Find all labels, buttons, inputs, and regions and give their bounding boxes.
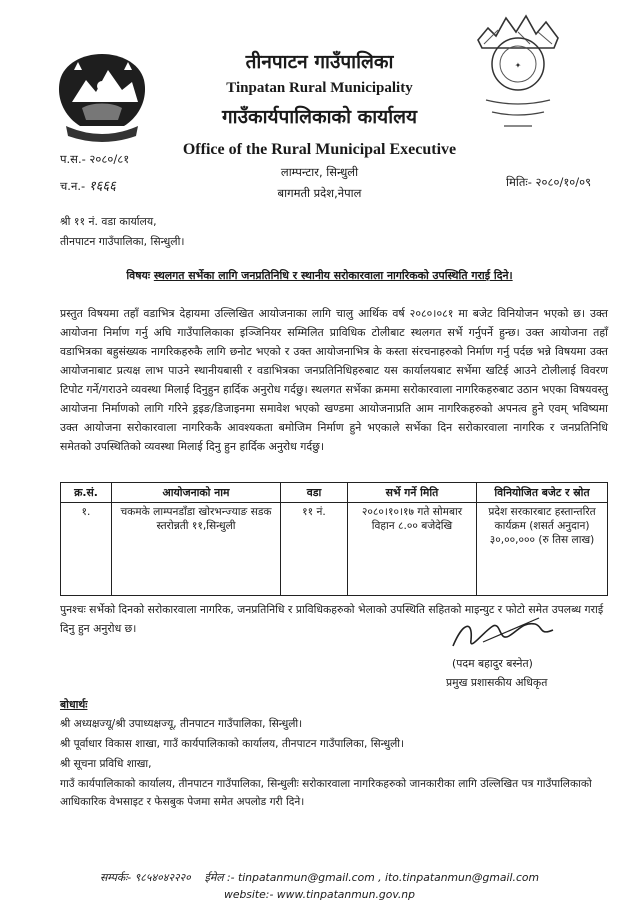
subject-label: विषयः — [126, 269, 151, 282]
cc-line-2: श्री पूर्वाधार विकास शाखा, गाउँ कार्यपालिकाको कार्यालय, तीनपाटन गाउँपालिका, सिन्धुली। — [60, 738, 405, 750]
table-row — [61, 503, 608, 596]
svg-text:✦: ✦ — [514, 61, 522, 70]
footer-email: tinpatanmun@gmail.com , ito.tinpatanmun@gmail.com — [238, 871, 540, 884]
cell-project-name: चकमके लाम्पनडाँडा खोरभन्ज्याङ सडक स्तरोन्नती ११,सिन्धुली — [112, 503, 281, 596]
patra-sankhya: प.स.- २०८०/८१ — [60, 152, 130, 166]
letter-date — [506, 175, 591, 190]
col-header-sn: क्र.सं. — [61, 483, 112, 503]
subject-line — [0, 268, 639, 283]
office-province: बागमती प्रदेश,नेपाल — [277, 186, 362, 200]
office-name-np: गाउँकार्यपालिकाको कार्यालय — [221, 106, 418, 128]
chalani-handwritten: १६६६ — [88, 179, 116, 194]
cc-line-1: श्री अध्यक्षज्यू/श्री उपाध्यक्षज्यू, तीनपाटन गाउँपालिका, सिन्धुली। — [60, 718, 303, 730]
footer-phone: ९८५४०४२२२० — [134, 871, 191, 884]
cc-heading: बोधार्थः — [60, 698, 88, 711]
subject-text: स्थलगत सर्भेका लागि जनप्रतिनिधि र स्थानीय सरोकारवाला नागरिकको उपस्थिति गराई दिने। — [153, 269, 513, 282]
cc-line-3: श्री सूचना प्रविधि शाखा, — [60, 758, 152, 770]
cell-ward: ११ नं. — [281, 503, 348, 596]
body-paragraph: प्रस्तुत विषयमा तहाँ वडाभित्र देहायमा उल्लिखित आयोजनाका लागि चालु आर्थिक वर्ष २०८०।०८१ मा बजेट विनियोजन भएको छ। उक्त आयोजना निर्माण गर्नु अघि गाउँपालिकाका इञ्जिनियर सम्मिलित प्राविधिक टोलीबाट स्थलगत सर्भे गर्नुपर्ने हुन्छ। उक्त आयोजना तहाँ वडाभित्रका बहुसंख्यक नागरिकहरुकै लागि छनोट भएको र उक्त आयोजनाभित्र के कस्ता संरचनाहरुको निर्माण गर्नु पर्दछ भन्ने विषयमा उक्त आयोजनाबाट प्रत्यक्ष लाभ पाउने स्थानीयबासी र वडाभित्रका जनप्रतिनिधिहरुबाट यस कार्यालयबाट सर्भेमा खटिई आउने टोलीलाई विवरण टिपोट गर्ने/गराउने व्यवस्था मिलाई दिनुहुन हार्दिक अनुरोध गर्दछु। स्थलगत सर्भेका क्रममा सरोकारवाला नागरिकहरुबाट उठान भएका विषयवस्तु आयोजना निर्माणको लागि गरिने ड्रइङ/डिजाइनमा समावेश भएको खण्डमा आयोजनाप्रति आम नागरिकहरुको अपनत्व हुने एवम् भविष्यमा उक्त आयोजना सरोकारवाला नागरिककै आवश्यकता बमोजिम निर्माण हुने भएकाले सर्भेका दिन सरोकारवाला नागरिक र जनप्रतिनिधि समेतको उपस्थितिको व्यवस्था मिलाई दिनु हुन हार्दिक अनुरोध गर्दछु। — [60, 307, 608, 453]
table-header-row — [61, 483, 608, 503]
recipient-line2: तीनपाटन गाउँपालिका, सिन्धुली। — [60, 235, 185, 248]
col-header-survey-date: सर्भे गर्ने मिति — [348, 483, 477, 503]
footer-website-label: website:- — [223, 888, 274, 901]
date-value: २०८०/१०/०९ — [535, 175, 592, 189]
footer-contact — [0, 870, 639, 885]
cell-budget: प्रदेश सरकारबाट हस्तान्तरित कार्यक्रम (शसर्त अनुदान) ३०,००,००० (रु तिस लाख) — [477, 503, 608, 596]
signatory-name: (पदम बहादुर बस्नेत) — [452, 657, 533, 670]
cc-line-4: गाउँ कार्यपालिकाको कार्यालय, तीनपाटन गाउँपालिका, सिन्धुलीः सरोकारवाला नागरिकहरुको जानकारीका लागि उल्लिखित पत्र गाउँपालिकाको आधिकारिक वेभसाइट र फेसबुक पेजमा समेत अपलोड गरी दिने। — [60, 778, 592, 808]
recipient-line1: श्री ११ नं. वडा कार्यालय, — [60, 215, 157, 228]
cell-sn: १. — [61, 503, 112, 596]
postscript: पुनश्चः सर्भेको दिनको सरोकारवाला नागरिक, जनप्रतिनिधि र प्राविधिकहरुको भेलाको उपस्थिति सहितको माइन्युट र फोटो समेत उपलब्ध गराई दिनु हुन अनुरोध छ। — [60, 603, 604, 635]
date-label: मितिः- — [506, 175, 532, 189]
municipality-name-en: Tinpatan Rural Municipality — [226, 80, 413, 96]
chalani-label: च.न.- — [60, 179, 86, 193]
footer-contact-label: सम्पर्कः- — [99, 871, 132, 884]
footer-email-label: ईमेल :- — [204, 871, 235, 884]
footer-website — [0, 888, 639, 901]
cell-survey-date: २०८०।१०।१७ गते सोमबार विहान ८.०० बजेदेखि — [348, 503, 477, 596]
col-header-ward: वडा — [281, 483, 348, 503]
signatory-title: प्रमुख प्रशासकीय अधिकृत — [446, 676, 548, 689]
chalani-number — [60, 176, 116, 194]
municipality-name-np: तीनपाटन गाउँपालिका — [245, 51, 394, 73]
signature-image — [443, 612, 563, 656]
office-name-en: Office of the Rural Municipal Executive — [182, 141, 457, 158]
office-location: लाम्पन्टार, सिन्धुली — [280, 165, 359, 179]
col-header-budget: विनियोजित बजेट र स्रोत — [477, 483, 608, 503]
footer-website-value: www.tinpatanmun.gov.np — [276, 888, 415, 901]
project-table — [60, 482, 608, 596]
col-header-project: आयोजनाको नाम — [112, 483, 281, 503]
